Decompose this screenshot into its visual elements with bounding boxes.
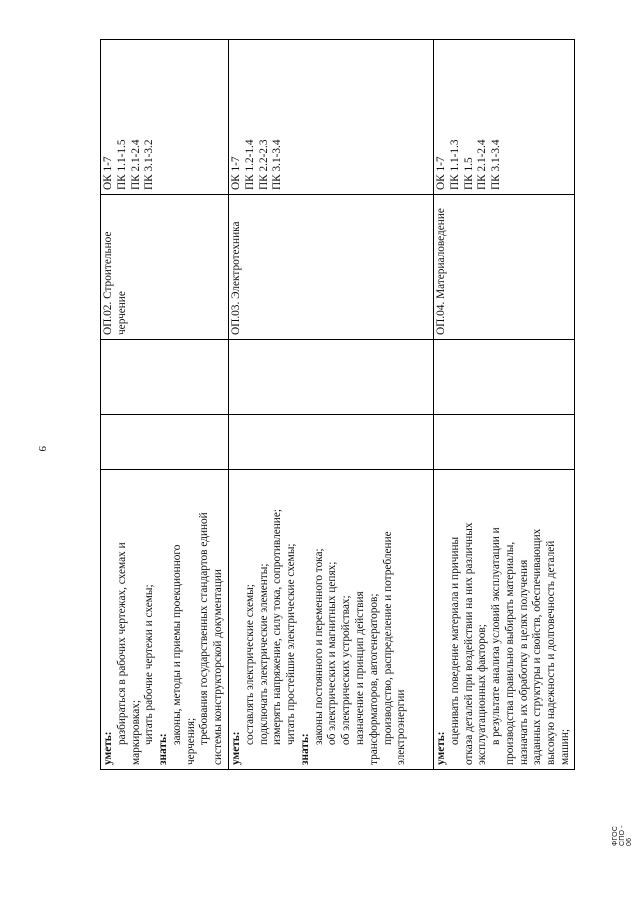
hours-mandatory-cell bbox=[434, 340, 575, 415]
requirement-line: в результате анализа условий эксплуатации и bbox=[490, 527, 503, 745]
table-row bbox=[229, 40, 434, 770]
requirement-line: производства правильно выбирать материалы, bbox=[503, 541, 516, 765]
competences-cell bbox=[229, 40, 434, 195]
requirement-line: заданных структуры и свойств, обеспечивающих bbox=[531, 528, 544, 765]
requirement-line: назначение и принцип действия bbox=[354, 591, 367, 745]
requirement-line: отказа деталей при воздействии на них различных bbox=[462, 522, 475, 765]
hours-mandatory-cell bbox=[101, 340, 229, 415]
section-label: знать: bbox=[157, 733, 170, 765]
footer-mark: ФГОС СПО - 06 bbox=[612, 825, 633, 846]
competence-code: ПК 1.1-1.3 bbox=[448, 139, 461, 190]
requirements-cell bbox=[229, 470, 434, 770]
requirement-line: электроэнергии bbox=[395, 689, 408, 765]
requirement-line: измерять напряжение, силу тока, сопротивление; bbox=[271, 509, 284, 745]
competence-code: ПК 1.2-1.4 bbox=[243, 139, 256, 190]
table-row bbox=[434, 40, 575, 770]
requirement-line: об электрических устройствах; bbox=[340, 595, 353, 745]
competence-code: ПК 3.1-3.4 bbox=[271, 139, 284, 190]
competence-code: ОК 1-7 bbox=[435, 156, 447, 190]
discipline-cell: ОП.02. Строительное черчение bbox=[101, 195, 229, 340]
competence-code: ПК 2.1-2.4 bbox=[129, 139, 142, 190]
requirement-line: системы конструкторской документации bbox=[212, 569, 225, 765]
requirements-cell bbox=[434, 470, 575, 770]
competence-code: ПК 1.1-1.5 bbox=[115, 139, 128, 190]
competence-code: ПК 3.1-3.2 bbox=[143, 139, 156, 190]
requirement-line: об электрических и магнитных цепях; bbox=[326, 561, 339, 745]
hours-mandatory-cell bbox=[229, 340, 434, 415]
rotated-page-content bbox=[100, 40, 572, 770]
hours-max-cell bbox=[229, 415, 434, 470]
requirements-cell bbox=[101, 470, 229, 770]
requirement-line: назначать их обработку в целях получения bbox=[517, 559, 530, 765]
requirement-line: оценивать поведение материала и причины bbox=[448, 536, 461, 745]
requirement-line: составлять электрические схемы; bbox=[243, 584, 256, 745]
competences-cell bbox=[101, 40, 229, 195]
competence-code: ПК 2.1-2.4 bbox=[476, 139, 489, 190]
requirement-line: читать рабочие чертежи и схемы; bbox=[143, 584, 156, 745]
requirement-line: черчения; bbox=[184, 717, 197, 765]
discipline-cell: ОП.03. Электротехника bbox=[229, 195, 434, 340]
competence-code: ОК 1-7 bbox=[230, 156, 242, 190]
hours-max-cell bbox=[434, 415, 575, 470]
competence-code: ОК 1-7 bbox=[102, 156, 114, 190]
competence-code: ПК 2.2-2.3 bbox=[257, 139, 270, 190]
curriculum-table bbox=[100, 39, 575, 770]
requirement-line: читать простейшие электрические схемы; bbox=[285, 543, 298, 745]
requirement-line: производство, распределение и потребление bbox=[381, 531, 394, 745]
competences-cell bbox=[434, 40, 575, 195]
competence-code: ПК 1.5 bbox=[462, 157, 475, 190]
requirement-line: законы постоянного и переменного тока; bbox=[312, 548, 325, 745]
section-label: уметь: bbox=[230, 731, 242, 765]
competence-code: ПК 3.1-3.4 bbox=[490, 139, 503, 190]
section-label: знать: bbox=[298, 733, 311, 765]
requirement-line: трансформаторов, автогенераторов; bbox=[367, 593, 380, 765]
requirement-line: машин; bbox=[559, 728, 572, 765]
table-row bbox=[101, 40, 229, 770]
requirement-line: требования государственных стандартов единой bbox=[198, 512, 211, 745]
requirement-line: эксплуатационных факторов; bbox=[476, 624, 489, 765]
requirement-line: разбираться в рабочих чертежах, схемах и bbox=[115, 542, 128, 745]
page-number: 9 bbox=[36, 446, 48, 452]
requirement-line: законы, методы и приемы проекционного bbox=[170, 544, 183, 745]
discipline-cell: ОП.04. Материаловедение bbox=[434, 195, 575, 340]
section-label: уметь: bbox=[102, 731, 114, 765]
section-label: уметь: bbox=[435, 731, 447, 765]
requirement-line: маркировках; bbox=[129, 699, 142, 765]
hours-max-cell bbox=[101, 415, 229, 470]
requirement-line: подключать электрические элементы; bbox=[257, 563, 270, 745]
requirement-line: высокую надежность и долговечность деталей bbox=[545, 540, 558, 765]
